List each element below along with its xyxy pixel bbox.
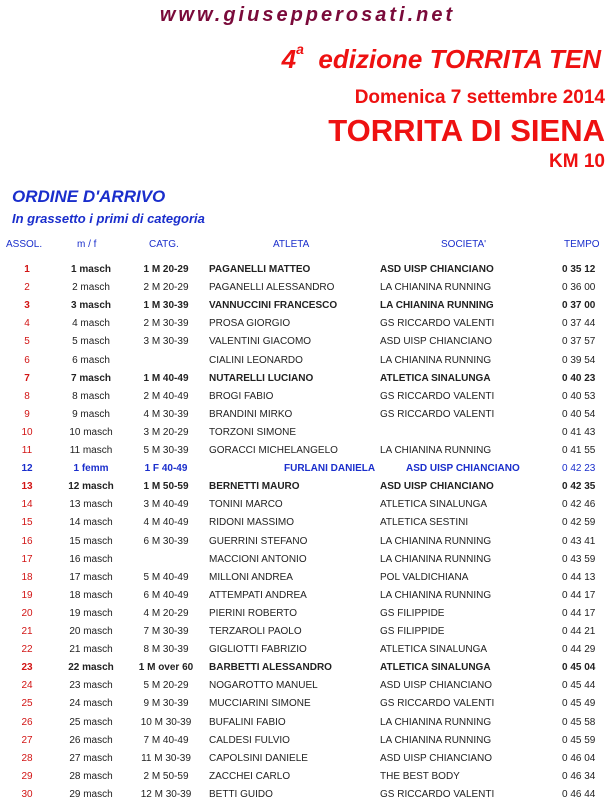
table-row [0,497,615,515]
cell-athlete: GIGLIOTTI FABRIZIO [209,644,307,656]
edition-superscript: a [296,41,304,58]
edition-title [281,41,601,75]
table-row [0,606,615,624]
cell-cat: 12 M 30-39 [140,788,192,800]
cell-society: THE BEST BODY [380,770,460,782]
cell-cat: 2 M 40-49 [143,390,189,402]
cell-mf: 16 masch [69,553,113,565]
cell-time: 0 44 17 [562,589,596,601]
cell-cat: 1 F 40-49 [144,463,188,475]
cell-cat: 1 M 30-39 [143,300,189,312]
cell-time: 0 41 43 [562,426,596,438]
cell-pos: 28 [21,752,33,764]
cell-pos: 1 [24,264,30,275]
cell-athlete: ZACCHEI CARLO [209,770,291,782]
cell-mf: 7 masch [70,372,112,384]
section-note: In grassetto i primi di categoria [12,211,205,226]
cell-cat: 4 M 20-29 [143,607,189,619]
cell-time: 0 44 21 [562,626,596,637]
cell-pos: 20 [21,607,33,619]
cell-cat: 6 M 40-49 [143,589,189,601]
cell-time: 0 37 57 [562,336,596,348]
event-distance: KM 10 [549,151,605,172]
cell-cat: 1 M 50-59 [143,481,189,493]
cell-time: 0 46 04 [562,752,596,764]
cell-society: GS RICCARDO VALENTI [380,318,495,330]
cell-pos: 6 [24,354,30,366]
cell-cat: 2 M 50-59 [143,770,189,782]
cell-society: LA CHIANINA RUNNING [380,282,492,294]
cell-mf: 26 masch [69,734,113,746]
table-row [0,280,615,298]
cell-pos: 5 [24,336,30,348]
cell-cat: 3 M 40-49 [143,499,189,511]
cell-pos: 21 [21,626,33,637]
cell-athlete: TONINI MARCO [209,499,283,511]
cell-athlete: MUCCIARINI SIMONE [209,698,311,710]
table-row [0,515,615,533]
cell-pos: 10 [21,426,33,438]
cell-time: 0 45 58 [562,716,596,728]
cell-time: 0 44 29 [562,644,596,656]
cell-pos: 27 [21,734,33,746]
cell-pos: 29 [21,770,33,782]
cell-cat: 4 M 40-49 [143,517,189,529]
table-row [0,334,615,352]
table-row [0,262,615,280]
cell-time: 0 37 44 [562,318,596,330]
cell-society: LA CHIANINA RUNNING [380,553,492,565]
cell-mf: 4 masch [72,318,110,330]
cell-society: ASD UISP CHIANCIANO [380,680,493,692]
cell-society: ASD UISP CHIANCIANO [380,336,493,348]
table-row [0,443,615,461]
cell-mf: 25 masch [69,716,113,728]
cell-mf: 27 masch [69,752,113,764]
cell-pos: 30 [21,788,33,800]
table-row [0,769,615,787]
cell-athlete: ATTEMPATI ANDREA [209,589,307,601]
cell-athlete: NUTARELLI LUCIANO [209,372,314,384]
cell-time: 0 40 53 [562,390,596,402]
table-row [0,298,615,316]
table-row [0,715,615,733]
cell-mf: 12 masch [68,481,114,493]
cell-athlete: MILLONI ANDREA [209,571,293,583]
cell-mf: 22 masch [68,662,114,674]
site-url: www.giusepperosati.net [159,4,456,26]
cell-pos: 3 [24,300,30,312]
col-header-athlete: ATLETA [273,239,310,250]
edition-text: edizione TORRITA TEN [318,44,601,74]
cell-cat: 8 M 30-39 [143,644,189,656]
cell-cat: 2 M 30-39 [143,318,189,330]
cell-cat: 5 M 30-39 [143,445,189,456]
cell-cat: 5 M 40-49 [143,571,189,583]
event-place: TORRITA DI SIENA [328,113,605,148]
cell-pos: 24 [21,680,33,692]
cell-society: ASD UISP CHIANCIANO [380,481,494,493]
cell-cat: 7 M 30-39 [143,626,189,637]
cell-mf: 5 masch [72,336,110,348]
cell-society: GS RICCARDO VALENTI [380,698,495,710]
cell-society: ASD UISP CHIANCIANO [406,463,520,475]
cell-pos: 11 [21,445,33,456]
cell-mf: 21 masch [69,644,113,656]
cell-pos: 8 [24,390,30,402]
cell-athlete: GUERRINI STEFANO [209,535,308,547]
col-header-pos: ASSOL. [6,239,43,250]
cell-athlete: CAPOLSINI DANIELE [209,752,308,764]
cell-mf: 2 masch [72,282,110,294]
cell-cat: 7 M 40-49 [143,734,189,746]
cell-time: 0 46 34 [562,770,596,782]
cell-society: ASD UISP CHIANCIANO [380,752,493,764]
cell-mf: 17 masch [69,571,113,583]
cell-cat: 2 M 20-29 [143,282,189,294]
cell-cat: 11 M 30-39 [141,752,191,764]
cell-society: GS FILIPPIDE [380,626,445,637]
table-row [0,316,615,334]
table-row [0,696,615,714]
cell-time: 0 39 54 [562,354,596,366]
table-row [0,624,615,642]
cell-pos: 13 [21,481,33,493]
cell-cat: 6 M 30-39 [143,535,189,547]
cell-society: ATLETICA SESTINI [380,517,469,529]
cell-society: GS FILIPPIDE [380,607,445,619]
cell-time: 0 40 54 [562,408,596,420]
table-row [0,461,615,479]
section-title: ORDINE D'ARRIVO [12,187,166,206]
col-header-cat: CATG. [149,239,179,250]
cell-athlete: PAGANELLI MATTEO [209,264,311,275]
cell-time: 0 43 59 [562,553,596,565]
table-row [0,570,615,588]
cell-pos: 16 [21,535,33,547]
cell-cat: 3 M 20-29 [143,426,189,438]
cell-athlete: GORACCI MICHELANGELO [209,445,338,456]
cell-pos: 15 [21,517,33,529]
cell-society: LA CHIANINA RUNNING [380,716,492,728]
cell-athlete: BERNETTI MAURO [209,481,300,493]
cell-cat: 1 M over 60 [138,662,194,674]
cell-athlete: MACCIONI ANTONIO [209,553,307,565]
cell-mf: 13 masch [69,499,113,511]
cell-pos: 4 [24,318,30,330]
cell-society: GS RICCARDO VALENTI [380,788,495,800]
cell-time: 0 42 23 [562,463,596,475]
cell-mf: 1 femm [73,463,109,475]
cell-mf: 10 masch [69,426,113,438]
table-row [0,353,615,371]
cell-mf: 15 masch [69,535,113,547]
cell-time: 0 43 41 [562,535,596,547]
table-row [0,642,615,660]
col-header-time: TEMPO [564,239,600,250]
cell-time: 0 45 04 [562,662,596,674]
cell-society: LA CHIANINA RUNNING [380,589,492,601]
cell-mf: 24 masch [69,698,113,710]
cell-time: 0 42 35 [562,481,596,493]
table-row [0,660,615,678]
cell-society: GS RICCARDO VALENTI [380,390,495,402]
cell-pos: 22 [21,644,33,656]
table-row [0,678,615,696]
cell-athlete: TERZAROLI PAOLO [209,626,302,637]
cell-society: LA CHIANINA RUNNING [380,445,492,456]
cell-mf: 23 masch [69,680,113,692]
cell-society: ATLETICA SINALUNGA [380,499,488,511]
cell-pos: 18 [21,571,33,583]
cell-mf: 3 masch [70,300,112,312]
cell-mf: 19 masch [69,607,113,619]
cell-cat: 1 M 20-29 [143,264,189,275]
cell-time: 0 44 17 [562,607,596,619]
cell-mf: 29 masch [69,788,113,800]
cell-time: 0 40 23 [562,372,596,384]
cell-athlete: BETTI GUIDO [209,788,273,800]
event-date: Domenica 7 settembre 2014 [354,87,605,108]
table-row [0,552,615,570]
cell-pos: 9 [24,408,30,420]
cell-time: 0 41 55 [562,445,596,456]
cell-cat: 1 M 40-49 [143,372,189,384]
table-row [0,751,615,769]
table-row [0,407,615,425]
table-row [0,371,615,389]
col-header-mf: m / f [77,239,97,250]
table-row [0,389,615,407]
cell-pos: 19 [21,589,33,601]
cell-athlete: CIALINI LEONARDO [209,354,303,366]
cell-society: LA CHIANINA RUNNING [380,734,492,746]
table-row [0,733,615,751]
table-row [0,787,615,805]
cell-mf: 18 masch [69,589,113,601]
cell-cat: 9 M 30-39 [143,698,189,710]
table-row [0,534,615,552]
cell-society: LA CHIANINA RUNNING [380,354,492,366]
cell-society: ATLETICA SINALUNGA [380,662,491,674]
cell-pos: 17 [21,553,33,565]
cell-society: ASD UISP CHIANCIANO [380,264,494,275]
cell-cat: 10 M 30-39 [140,716,192,728]
cell-mf: 9 masch [72,408,110,420]
table-row [0,425,615,443]
cell-cat: 5 M 20-29 [143,680,189,692]
cell-pos: 14 [21,499,33,511]
table-row [0,479,615,497]
cell-mf: 11 masch [69,445,113,456]
cell-time: 0 45 49 [562,698,596,710]
cell-time: 0 46 44 [562,788,596,800]
cell-athlete: TORZONI SIMONE [209,426,297,438]
cell-athlete: RIDONI MASSIMO [209,517,295,529]
cell-athlete: FURLANI DANIELA [284,463,376,475]
cell-time: 0 42 59 [562,517,596,529]
cell-mf: 1 masch [70,264,112,275]
cell-pos: 25 [21,698,33,710]
cell-time: 0 37 00 [562,300,596,312]
cell-athlete: CALDESI FULVIO [209,734,290,746]
table-row [0,588,615,606]
cell-society: ATLETICA SINALUNGA [380,372,491,384]
edition-number: 4 [281,44,297,74]
cell-society: LA CHIANINA RUNNING [380,300,494,312]
cell-mf: 8 masch [72,390,110,402]
cell-cat: 4 M 30-39 [143,408,189,420]
cell-society: ATLETICA SINALUNGA [380,644,488,656]
cell-athlete: VALENTINI GIACOMO [209,336,312,348]
col-header-society: SOCIETA' [441,239,487,250]
cell-time: 0 45 44 [562,680,596,692]
cell-cat: 3 M 30-39 [143,336,189,348]
cell-time: 0 36 00 [562,282,596,294]
cell-pos: 7 [24,372,30,384]
cell-time: 0 42 46 [562,499,596,511]
cell-athlete: BROGI FABIO [209,390,274,402]
cell-athlete: BUFALINI FABIO [209,716,286,728]
cell-athlete: PIERINI ROBERTO [209,607,297,619]
cell-mf: 28 masch [69,770,113,782]
cell-athlete: NOGAROTTO MANUEL [209,680,318,692]
cell-society: LA CHIANINA RUNNING [380,535,492,547]
cell-mf: 6 masch [72,354,110,366]
cell-mf: 20 masch [69,626,113,637]
cell-pos: 23 [21,662,33,674]
cell-athlete: BARBETTI ALESSANDRO [209,662,332,674]
cell-athlete: PAGANELLI ALESSANDRO [209,282,335,294]
cell-time: 0 45 59 [562,734,596,746]
cell-pos: 26 [21,716,33,728]
cell-athlete: VANNUCCINI FRANCESCO [209,300,338,312]
cell-mf: 14 masch [69,517,113,529]
cell-athlete: PROSA GIORGIO [209,318,291,330]
cell-society: POL VALDICHIANA [380,571,469,583]
cell-time: 0 44 13 [562,571,596,583]
cell-society: GS RICCARDO VALENTI [380,408,495,420]
cell-pos: 12 [21,463,33,475]
cell-time: 0 35 12 [562,264,596,275]
cell-pos: 2 [24,282,30,294]
cell-athlete: BRANDINI MIRKO [209,408,293,420]
